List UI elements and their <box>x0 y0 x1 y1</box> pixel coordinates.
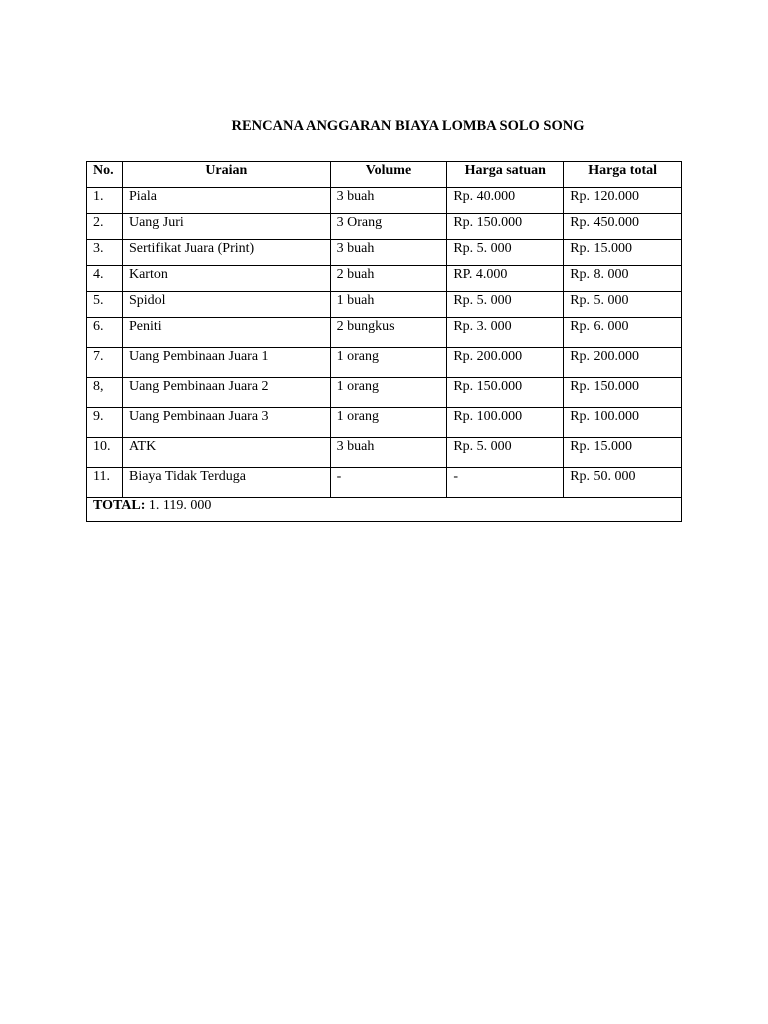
table-row <box>87 214 682 240</box>
header-harga-satuan: Harga satuan <box>447 162 564 188</box>
cell-harga-total: Rp. 6. 000 <box>564 318 682 348</box>
header-volume: Volume <box>330 162 447 188</box>
cell-no: 11. <box>87 468 123 498</box>
cell-no: 5. <box>87 292 123 318</box>
cell-uraian: Karton <box>122 266 330 292</box>
total-label: TOTAL: <box>93 498 146 513</box>
total-row <box>87 498 682 522</box>
total-cell <box>87 498 682 522</box>
cell-uraian: Sertifikat Juara (Print) <box>122 240 330 266</box>
cell-harga-satuan: - <box>447 468 564 498</box>
table-row <box>87 292 682 318</box>
header-uraian: Uraian <box>122 162 330 188</box>
table-row <box>87 468 682 498</box>
total-value: 1. 119. 000 <box>145 498 212 513</box>
cell-no: 10. <box>87 438 123 468</box>
cell-volume: 1 orang <box>330 408 447 438</box>
cell-harga-total: Rp. 15.000 <box>564 438 682 468</box>
cell-uraian: Peniti <box>122 318 330 348</box>
cell-uraian: ATK <box>122 438 330 468</box>
cell-uraian: Uang Pembinaan Juara 1 <box>122 348 330 378</box>
cell-harga-satuan: RP. 4.000 <box>447 266 564 292</box>
cell-harga-satuan: Rp. 100.000 <box>447 408 564 438</box>
cell-harga-satuan: Rp. 5. 000 <box>447 292 564 318</box>
cell-uraian: Piala <box>122 188 330 214</box>
cell-uraian: Uang Pembinaan Juara 3 <box>122 408 330 438</box>
cell-volume: 1 buah <box>330 292 447 318</box>
cell-no: 9. <box>87 408 123 438</box>
cell-no: 8, <box>87 378 123 408</box>
cell-volume: 3 buah <box>330 188 447 214</box>
document-title: RENCANA ANGGARAN BIAYA LOMBA SOLO SONG <box>231 118 585 134</box>
header-harga-total: Harga total <box>564 162 682 188</box>
cell-harga-total: Rp. 15.000 <box>564 240 682 266</box>
cell-volume: 1 orang <box>330 348 447 378</box>
cell-no: 7. <box>87 348 123 378</box>
cell-harga-satuan: Rp. 5. 000 <box>447 240 564 266</box>
header-no: No. <box>87 162 123 188</box>
table-row <box>87 188 682 214</box>
table-row <box>87 240 682 266</box>
cell-harga-total: Rp. 120.000 <box>564 188 682 214</box>
cell-volume: 3 Orang <box>330 214 447 240</box>
cell-harga-satuan: Rp. 150.000 <box>447 214 564 240</box>
cell-harga-total: Rp. 5. 000 <box>564 292 682 318</box>
table-row <box>87 348 682 378</box>
cell-uraian: Spidol <box>122 292 330 318</box>
table-header-row <box>87 162 682 188</box>
cell-no: 2. <box>87 214 123 240</box>
cell-volume: 3 buah <box>330 438 447 468</box>
cell-volume: 1 orang <box>330 378 447 408</box>
cell-no: 4. <box>87 266 123 292</box>
cell-volume: - <box>330 468 447 498</box>
cell-harga-total: Rp. 450.000 <box>564 214 682 240</box>
budget-table <box>86 161 682 522</box>
cell-harga-total: Rp. 100.000 <box>564 408 682 438</box>
cell-harga-total: Rp. 8. 000 <box>564 266 682 292</box>
cell-volume: 3 buah <box>330 240 447 266</box>
cell-harga-satuan: Rp. 150.000 <box>447 378 564 408</box>
table-row <box>87 438 682 468</box>
cell-harga-satuan: Rp. 5. 000 <box>447 438 564 468</box>
cell-harga-satuan: Rp. 40.000 <box>447 188 564 214</box>
cell-harga-satuan: Rp. 3. 000 <box>447 318 564 348</box>
cell-no: 3. <box>87 240 123 266</box>
cell-harga-total: Rp. 150.000 <box>564 378 682 408</box>
cell-no: 1. <box>87 188 123 214</box>
cell-harga-total: Rp. 50. 000 <box>564 468 682 498</box>
cell-uraian: Uang Juri <box>122 214 330 240</box>
cell-harga-satuan: Rp. 200.000 <box>447 348 564 378</box>
table-row <box>87 318 682 348</box>
cell-uraian: Biaya Tidak Terduga <box>122 468 330 498</box>
cell-volume: 2 buah <box>330 266 447 292</box>
cell-harga-total: Rp. 200.000 <box>564 348 682 378</box>
cell-uraian: Uang Pembinaan Juara 2 <box>122 378 330 408</box>
table-row <box>87 378 682 408</box>
cell-no: 6. <box>87 318 123 348</box>
table-row <box>87 408 682 438</box>
table-row <box>87 266 682 292</box>
cell-volume: 2 bungkus <box>330 318 447 348</box>
